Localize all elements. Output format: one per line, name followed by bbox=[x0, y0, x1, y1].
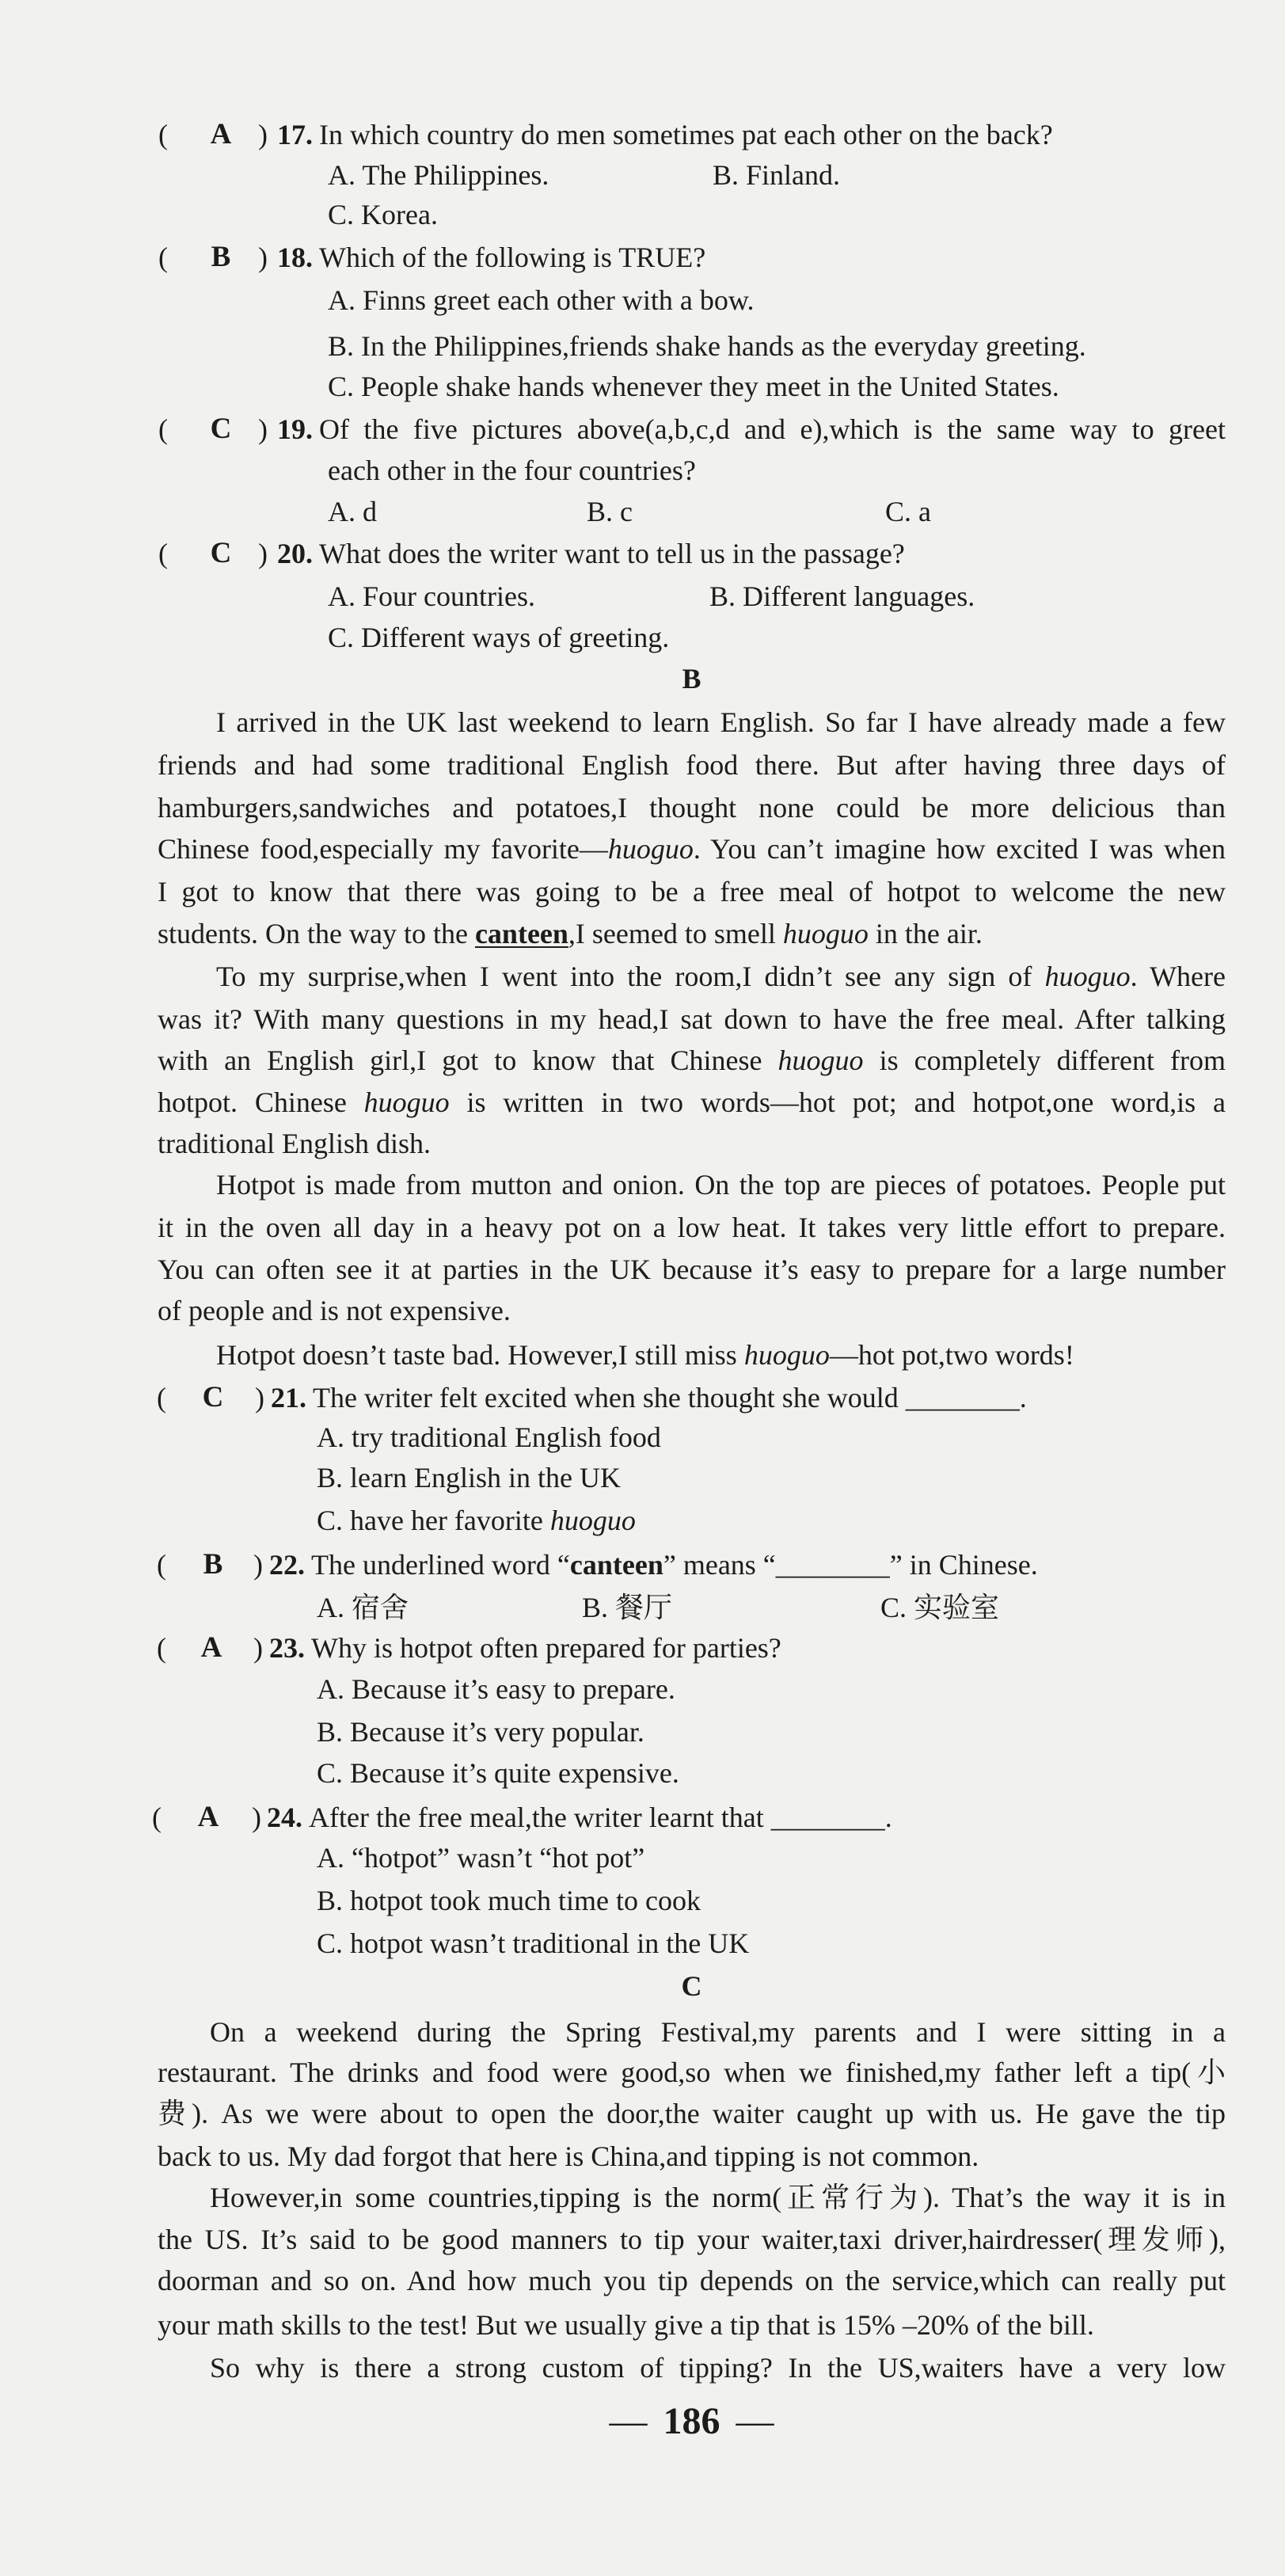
italic-word: huoguo bbox=[1044, 961, 1131, 992]
answer-21: C bbox=[202, 1381, 224, 1414]
page-footer bbox=[158, 2399, 1226, 2444]
text-segment: hotpot. Chinese bbox=[158, 1086, 364, 1118]
bold-word-canteen: canteen bbox=[569, 1549, 663, 1581]
question-23-stem bbox=[269, 1630, 781, 1665]
text-segment: Hotpot is made from mutton and onion. On the top are pieces of potatoes. People put bbox=[216, 1169, 1226, 1200]
bracket-close: ) bbox=[258, 242, 268, 273]
passage-line bbox=[158, 831, 1226, 866]
passage-line bbox=[216, 959, 1226, 994]
text-segment: of people and is not expensive. bbox=[158, 1295, 511, 1326]
text-segment: is completely different from bbox=[863, 1044, 1226, 1076]
option-21-c bbox=[317, 1503, 636, 1538]
bracket-open: ( bbox=[157, 1549, 166, 1581]
question-text: The writer felt excited when she thought she would bbox=[313, 1382, 906, 1414]
answer-20: C bbox=[210, 537, 232, 569]
passage-line: restaurant. The drinks and food were good,so when we finished,my father left a tip(小 bbox=[158, 2057, 1226, 2088]
question-text: Why is hotpot often prepared for parties? bbox=[311, 1632, 781, 1664]
question-18-stem bbox=[277, 240, 705, 275]
question-text: ” means “ bbox=[663, 1549, 776, 1581]
option-20-a: A. Four countries. bbox=[328, 580, 535, 612]
passage-line: doorman and so on. And how much you tip depends on the service,which can really put bbox=[158, 2265, 1226, 2296]
bracket-open: ( bbox=[152, 1802, 162, 1833]
bracket-close: ) bbox=[253, 1549, 263, 1581]
italic-word: huoguo bbox=[607, 833, 694, 865]
option-19-c: C. a bbox=[885, 496, 931, 527]
answer-24: A bbox=[197, 1801, 219, 1833]
bracket-close: ) bbox=[258, 413, 268, 445]
bracket-open: ( bbox=[157, 1632, 166, 1664]
text-segment: Hotpot doesn’t taste bad. However,I still miss bbox=[216, 1339, 744, 1371]
question-22-stem bbox=[269, 1547, 1038, 1582]
bracket-open: ( bbox=[158, 413, 168, 445]
text-segment: . You can’t imagine how excited I was when bbox=[693, 833, 1226, 865]
question-text: ” in Chinese. bbox=[889, 1549, 1038, 1581]
option-23-b: B. Because it’s very popular. bbox=[317, 1716, 644, 1748]
passage-line bbox=[158, 1043, 1226, 1078]
question-number: 18. bbox=[277, 242, 313, 273]
question-19-stem-continued: each other in the four countries? bbox=[328, 455, 696, 486]
option-22-a: A. 宿舍 bbox=[317, 1592, 409, 1623]
question-17-stem bbox=[277, 117, 1053, 152]
text-segment: C. have her favorite bbox=[317, 1505, 550, 1536]
bracket-close: ) bbox=[253, 1632, 263, 1664]
answer-blank: ________ bbox=[775, 1549, 890, 1581]
bracket-open: ( bbox=[157, 1382, 166, 1414]
answer-22: B bbox=[203, 1548, 223, 1581]
option-18-a: A. Finns greet each other with a bow. bbox=[328, 284, 755, 316]
passage-line bbox=[158, 1126, 431, 1161]
question-text: What does the writer want to tell us in the passage? bbox=[319, 538, 905, 569]
question-20-stem bbox=[277, 536, 905, 571]
passage-line bbox=[158, 790, 1226, 825]
answer-23: A bbox=[200, 1631, 222, 1664]
text-segment: traditional English dish. bbox=[158, 1128, 431, 1159]
option-24-c: C. hotpot wasn’t traditional in the UK bbox=[317, 1927, 750, 1959]
question-17 bbox=[0, 117, 1285, 152]
answer-blank: ________ bbox=[770, 1802, 885, 1833]
answer-19: C bbox=[210, 413, 232, 445]
passage-line bbox=[158, 916, 983, 951]
bracket-close: ) bbox=[258, 538, 268, 569]
passage-line: the US. It’s said to be good manners to tip your waiter,taxi driver,hairdresser(理发师), bbox=[158, 2224, 1226, 2255]
question-text: . bbox=[884, 1802, 892, 1833]
answer-18: B bbox=[211, 241, 231, 273]
passage-line bbox=[158, 1210, 1226, 1245]
option-22-c: C. 实验室 bbox=[880, 1592, 1000, 1623]
text-segment: in the air. bbox=[868, 918, 983, 949]
passage-line bbox=[158, 874, 1226, 909]
text-segment: I got to know that there was going to be a free meal of hotpot to welcome the new bbox=[158, 876, 1226, 907]
bracket-close: ) bbox=[252, 1802, 261, 1833]
question-22 bbox=[0, 1547, 1285, 1582]
passage-line: So why is there a strong custom of tipping? In the US,waiters have a very low bbox=[210, 2352, 1226, 2384]
question-text: Of the five pictures above(a,b,c,d and e),which is the same way to greet bbox=[319, 413, 1226, 445]
answer-17: A bbox=[210, 118, 232, 150]
passage-line: your math skills to the test! But we usually give a tip that is 15% –20% of the bill. bbox=[158, 2309, 1094, 2341]
text-segment: students. On the way to the bbox=[158, 918, 475, 949]
question-number: 22. bbox=[269, 1549, 305, 1581]
passage-line bbox=[158, 1252, 1226, 1287]
option-21-b: B. learn English in the UK bbox=[317, 1462, 621, 1493]
text-segment: You can often see it at parties in the UK because it’s easy to prepare for a large number bbox=[158, 1254, 1226, 1285]
footer-dash-left: — bbox=[609, 2400, 648, 2442]
question-number: 24. bbox=[267, 1802, 302, 1833]
page-number: 186 bbox=[663, 2400, 720, 2442]
text-segment: —hot pot,two words! bbox=[829, 1339, 1074, 1371]
option-17-a: A. The Philippines. bbox=[328, 159, 549, 191]
passage-line: back to us. My dad forgot that here is China,and tipping is not common. bbox=[158, 2140, 979, 2172]
question-24-stem bbox=[267, 1800, 892, 1835]
text-segment: I arrived in the UK last weekend to learn English. So far I have already made a few bbox=[216, 706, 1226, 738]
passage-line: 费). As we were about to open the door,the waiter caught up with us. He gave the tip bbox=[158, 2098, 1226, 2129]
question-24 bbox=[0, 1800, 1285, 1835]
text-segment: friends and had some traditional English food there. But after having three days of bbox=[158, 749, 1226, 781]
passage-line bbox=[158, 748, 1226, 782]
italic-word: huoguo bbox=[549, 1505, 636, 1536]
passage-line bbox=[158, 1085, 1226, 1120]
bracket-close: ) bbox=[258, 119, 268, 150]
text-segment: To my surprise,when I went into the room,I didn’t see any sign of bbox=[216, 961, 1045, 992]
footer-dash-right: — bbox=[736, 2400, 774, 2442]
question-21-stem bbox=[271, 1380, 1027, 1415]
underlined-word-canteen: canteen bbox=[474, 918, 568, 949]
question-text: Which of the following is TRUE? bbox=[319, 242, 706, 273]
option-19-a: A. d bbox=[328, 496, 377, 527]
text-segment: was it? With many questions in my head,I sat down to have the free meal. After talking bbox=[158, 1003, 1226, 1035]
option-17-b: B. Finland. bbox=[713, 159, 841, 191]
section-heading-c: C bbox=[681, 1970, 702, 2002]
option-23-c: C. Because it’s quite expensive. bbox=[317, 1757, 679, 1789]
option-20-c: C. Different ways of greeting. bbox=[328, 622, 670, 653]
question-number: 20. bbox=[277, 538, 313, 569]
section-heading-b: B bbox=[682, 663, 701, 694]
question-number: 19. bbox=[277, 413, 313, 445]
passage-line bbox=[158, 1293, 511, 1328]
option-18-c: C. People shake hands whenever they meet in the United States. bbox=[328, 371, 1059, 402]
question-number: 17. bbox=[277, 119, 313, 150]
text-segment: . Where bbox=[1130, 961, 1226, 992]
passage-line bbox=[158, 1002, 1226, 1037]
question-number: 23. bbox=[269, 1632, 305, 1664]
option-19-b: B. c bbox=[587, 496, 633, 527]
text-segment: hamburgers,sandwiches and potatoes,I thought none could be more delicious than bbox=[158, 792, 1226, 824]
bracket-open: ( bbox=[158, 538, 168, 569]
passage-line bbox=[216, 705, 1226, 740]
text-segment: with an English girl,I got to know that Chinese bbox=[158, 1044, 778, 1076]
text-segment: ,I seemed to smell bbox=[568, 918, 783, 949]
question-20 bbox=[0, 536, 1285, 571]
question-text: In which country do men sometimes pat each other on the back? bbox=[319, 119, 1053, 150]
option-17-c: C. Korea. bbox=[328, 199, 438, 230]
bracket-close: ) bbox=[255, 1382, 264, 1414]
question-19-stem bbox=[277, 412, 1226, 447]
text-segment: it in the oven all day in a heavy pot on a low heat. It takes very little effort to prepare. bbox=[158, 1212, 1226, 1243]
passage-line: However,in some countries,tipping is the norm(正常行为). That’s the way it is in bbox=[210, 2182, 1226, 2213]
passage-line bbox=[216, 1337, 1074, 1372]
question-18 bbox=[0, 240, 1285, 275]
option-22-b: B. 餐厅 bbox=[582, 1592, 673, 1623]
italic-word: huoguo bbox=[777, 1044, 864, 1076]
question-23 bbox=[0, 1630, 1285, 1665]
question-text: . bbox=[1019, 1382, 1027, 1414]
text-segment: Chinese food,especially my favorite— bbox=[158, 833, 608, 865]
bracket-open: ( bbox=[158, 242, 168, 273]
italic-word: huoguo bbox=[782, 918, 869, 949]
question-text: The underlined word “ bbox=[311, 1549, 570, 1581]
question-text: After the free meal,the writer learnt that bbox=[309, 1802, 771, 1833]
italic-word: huoguo bbox=[743, 1339, 830, 1371]
text-segment: is written in two words—hot pot; and hotpot,one word,is a bbox=[449, 1086, 1226, 1118]
option-24-a: A. “hotpot” wasn’t “hot pot” bbox=[317, 1842, 645, 1874]
bracket-open: ( bbox=[158, 119, 168, 150]
option-20-b: B. Different languages. bbox=[709, 580, 975, 612]
answer-blank: ________ bbox=[905, 1382, 1020, 1414]
option-21-a: A. try traditional English food bbox=[317, 1421, 661, 1453]
question-number: 21. bbox=[271, 1382, 306, 1414]
italic-word: huoguo bbox=[363, 1086, 450, 1118]
option-18-b: B. In the Philippines,friends shake hands as the everyday greeting. bbox=[328, 330, 1086, 362]
question-21 bbox=[0, 1380, 1285, 1415]
passage-line bbox=[216, 1167, 1226, 1202]
option-24-b: B. hotpot took much time to cook bbox=[317, 1885, 701, 1916]
option-23-a: A. Because it’s easy to prepare. bbox=[317, 1673, 675, 1705]
passage-line: On a weekend during the Spring Festival,my parents and I were sitting in a bbox=[210, 2016, 1226, 2048]
